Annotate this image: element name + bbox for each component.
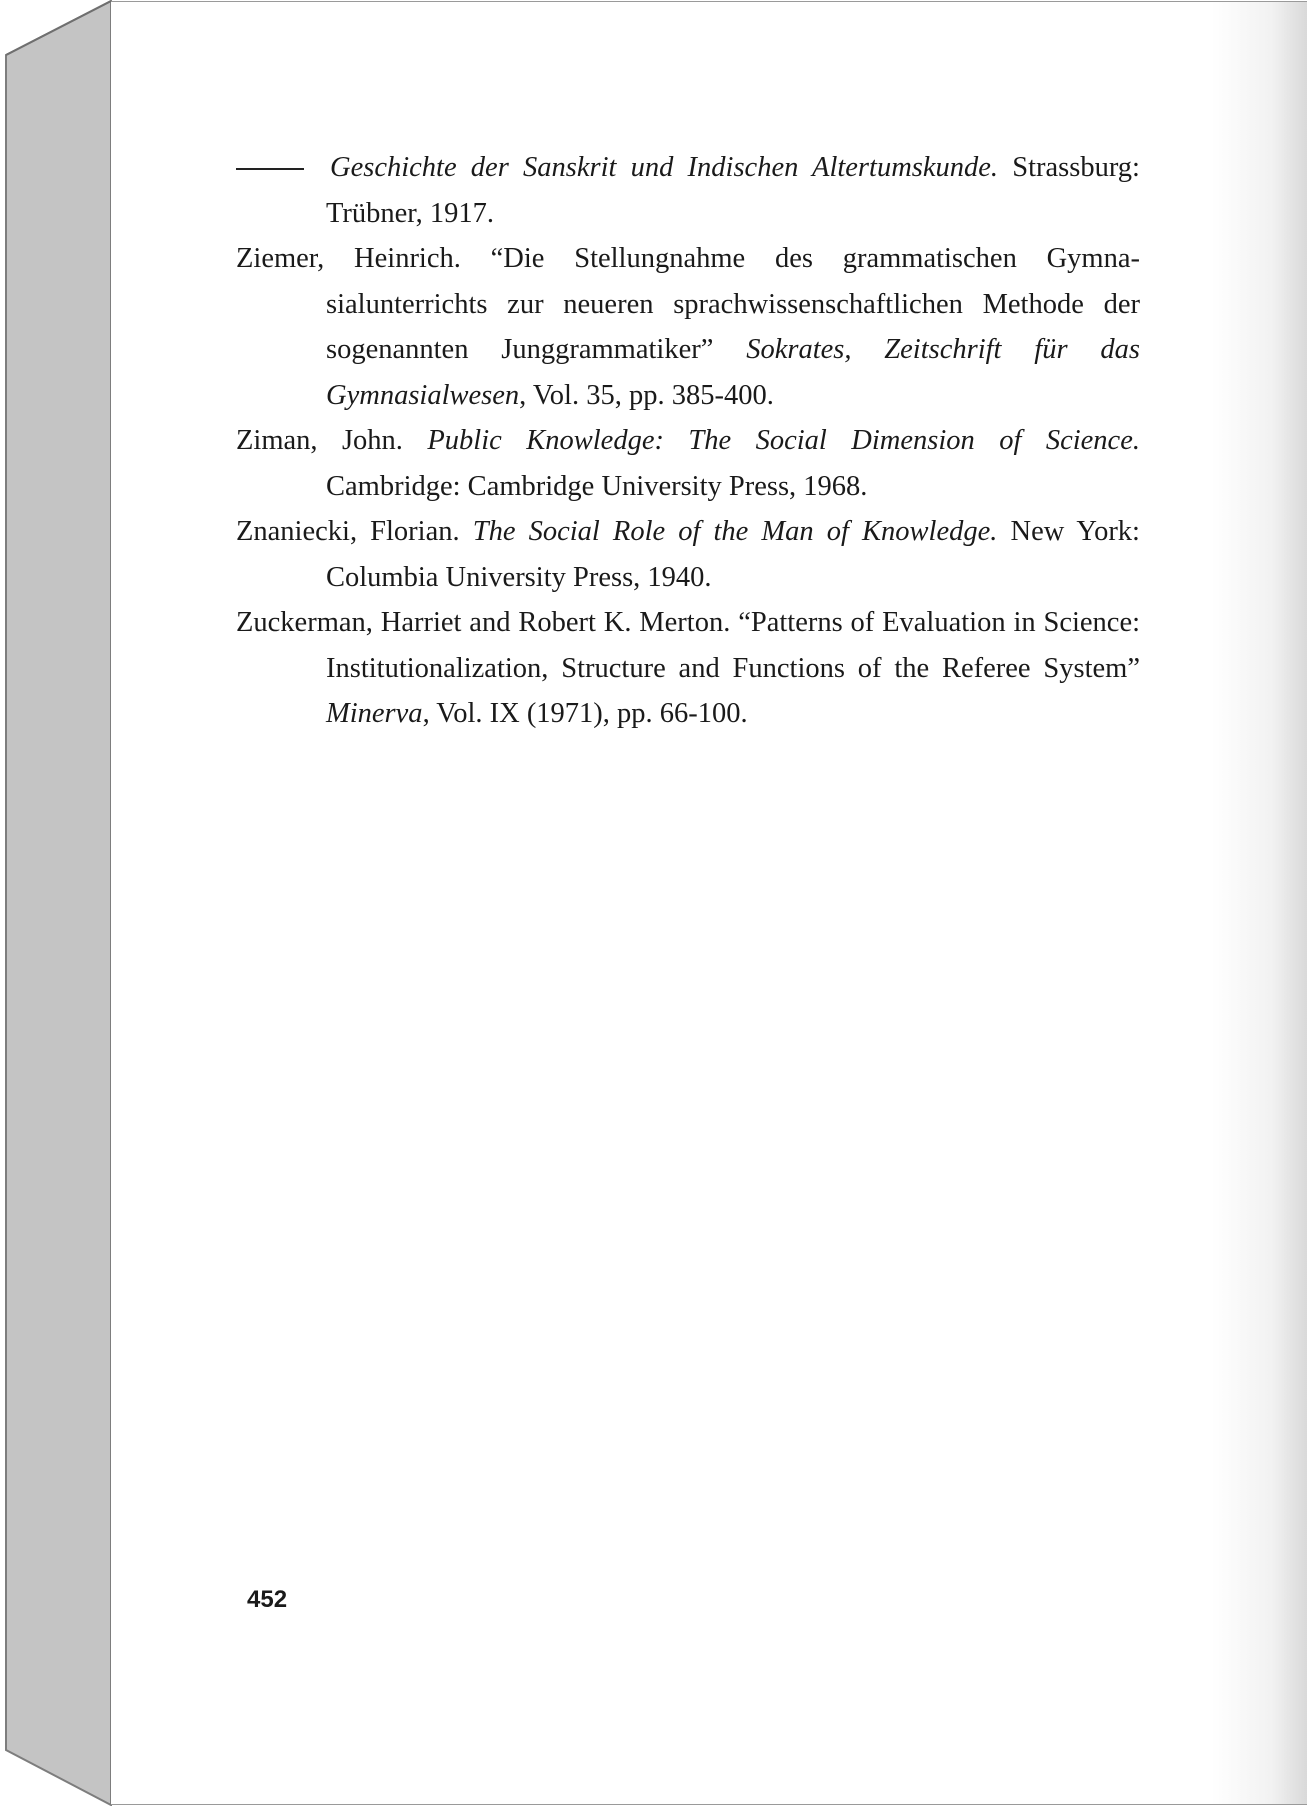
reference-text: New York: Columbia University Press, 1940.	[326, 516, 1140, 593]
reference-author: Ziemer, Heinrich.	[236, 243, 461, 274]
reference-text	[460, 516, 473, 547]
reference-entry	[236, 418, 1140, 509]
reference-title-italic: Public Knowledge: The Social Dimension of Science.	[427, 425, 1140, 456]
reference-title-italic: Sokrates, Zeitschrift für das Gymnasialwesen	[326, 334, 1140, 411]
reference-text: Strassburg: Trübner, 1917.	[326, 152, 1140, 229]
reference-text: Cambridge: Cambridge University Press, 1968.	[326, 470, 868, 502]
reference-text: “Patterns of Evaluation in Science: Institutionalization, Structure and Functions of the Referee System”	[326, 607, 1141, 684]
reference-author: Ziman, John.	[236, 425, 403, 456]
reference-text: , Vol. IX (1971), pp. 66-100.	[422, 698, 748, 729]
reference-title-italic: Minerva	[326, 698, 423, 729]
reference-list	[236, 145, 1140, 737]
reference-title-italic: The Social Role of the Man of Knowledge.	[472, 516, 998, 547]
reference-entry	[236, 509, 1140, 600]
reference-text	[403, 425, 427, 456]
reference-entry	[236, 145, 1140, 236]
reference-author: Znaniecki, Florian.	[236, 516, 460, 547]
reference-text: , Vol. 35, pp. 385-400.	[519, 379, 774, 411]
reference-entry	[236, 236, 1140, 418]
repeated-author-dash	[236, 168, 304, 170]
reference-entry	[236, 600, 1140, 737]
reference-title-italic: Geschichte der Sanskrit und Indischen Altertumskunde.	[330, 152, 999, 183]
reference-text: “Die Stellungnahme des grammatischen Gymna-sialunterrichts zur neueren sprachwissenschaftlichen Methode der sogenannten Junggrammatiker”	[326, 243, 1140, 365]
page-number: 452	[247, 1586, 288, 1613]
reference-author: Zuckerman, Harriet and Robert K. Merton.	[236, 607, 731, 638]
